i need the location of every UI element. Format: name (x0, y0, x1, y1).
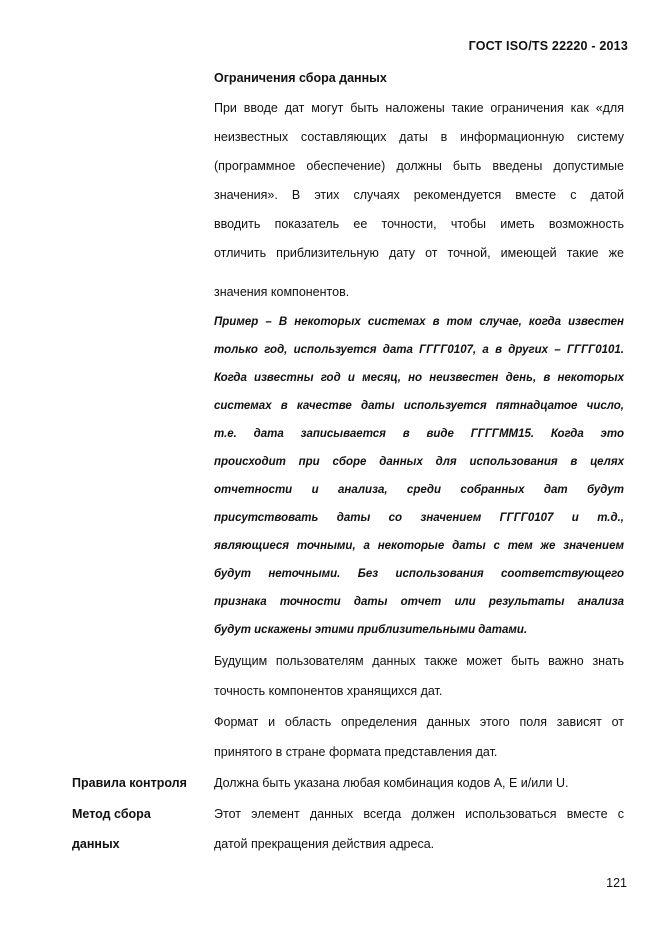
paragraph-line: неизвестных составляющих даты в информационную систему (214, 130, 624, 144)
method-text-line: Этот элемент данных всегда должен использоваться вместе с (214, 807, 624, 821)
paragraph-line: отличить приблизительную дату от точной, имеющей такие же (214, 246, 624, 260)
example-line: будут искажены этими приблизительными датами. (214, 624, 528, 636)
method-label: данных (72, 837, 120, 851)
example-line: Когда известны год и месяц, но неизвестен день, в некоторых (214, 372, 624, 384)
example-line: отчетности и анализа, среди собранных дат будут (214, 484, 624, 496)
example-line: признака точности даты отчет или результаты анализа (214, 596, 624, 608)
paragraph-line: вводить показатель ее точности, чтобы иметь возможность (214, 217, 624, 231)
paragraph-line: Формат и область определения данных этого поля зависят от (214, 715, 624, 729)
example-line: присутствовать даты со значением ГГГГ0107 и т.д., (214, 512, 624, 524)
rules-label: Правила контроля (72, 776, 187, 790)
document-header: ГОСТ ISO/TS 22220 - 2013 (468, 39, 628, 53)
example-line: будут неточными. Без использования соответствующего (214, 568, 624, 580)
paragraph-line: Будущим пользователям данных также может быть важно знать (214, 654, 624, 668)
paragraph-line: (программное обеспечение) должны быть введены допустимые (214, 159, 624, 173)
method-label: Метод сбора (72, 807, 151, 821)
example-line: Пример – В некоторых системах в том случае, когда известен (214, 316, 624, 328)
paragraph-line: значения». В этих случаях рекомендуется вместе с датой (214, 188, 624, 202)
example-line: являющиеся точными, а некоторые даты с тем же значением (214, 540, 624, 552)
rules-text: Должна быть указана любая комбинация кодов A, E и/или U. (214, 776, 569, 790)
page-number: 121 (606, 876, 627, 890)
paragraph-line: значения компонентов. (214, 285, 350, 299)
example-line: т.е. дата записывается в виде ГГГГММ15. Когда это (214, 428, 624, 440)
example-line: происходит при сборе данных для использования в целях (214, 456, 624, 468)
example-line: только год, используется дата ГГГГ0107, а в других – ГГГГ0101. (214, 344, 624, 356)
paragraph-line: точность компонентов хранящихся дат. (214, 684, 443, 698)
paragraph-line: При вводе дат могут быть наложены такие ограничения как «для (214, 101, 624, 115)
section-heading: Ограничения сбора данных (214, 71, 387, 85)
paragraph-line: принятого в стране формата представления дат. (214, 745, 498, 759)
method-text-line: датой прекращения действия адреса. (214, 837, 435, 851)
example-line: системах в качестве даты используется пятнадцатое число, (214, 400, 624, 412)
